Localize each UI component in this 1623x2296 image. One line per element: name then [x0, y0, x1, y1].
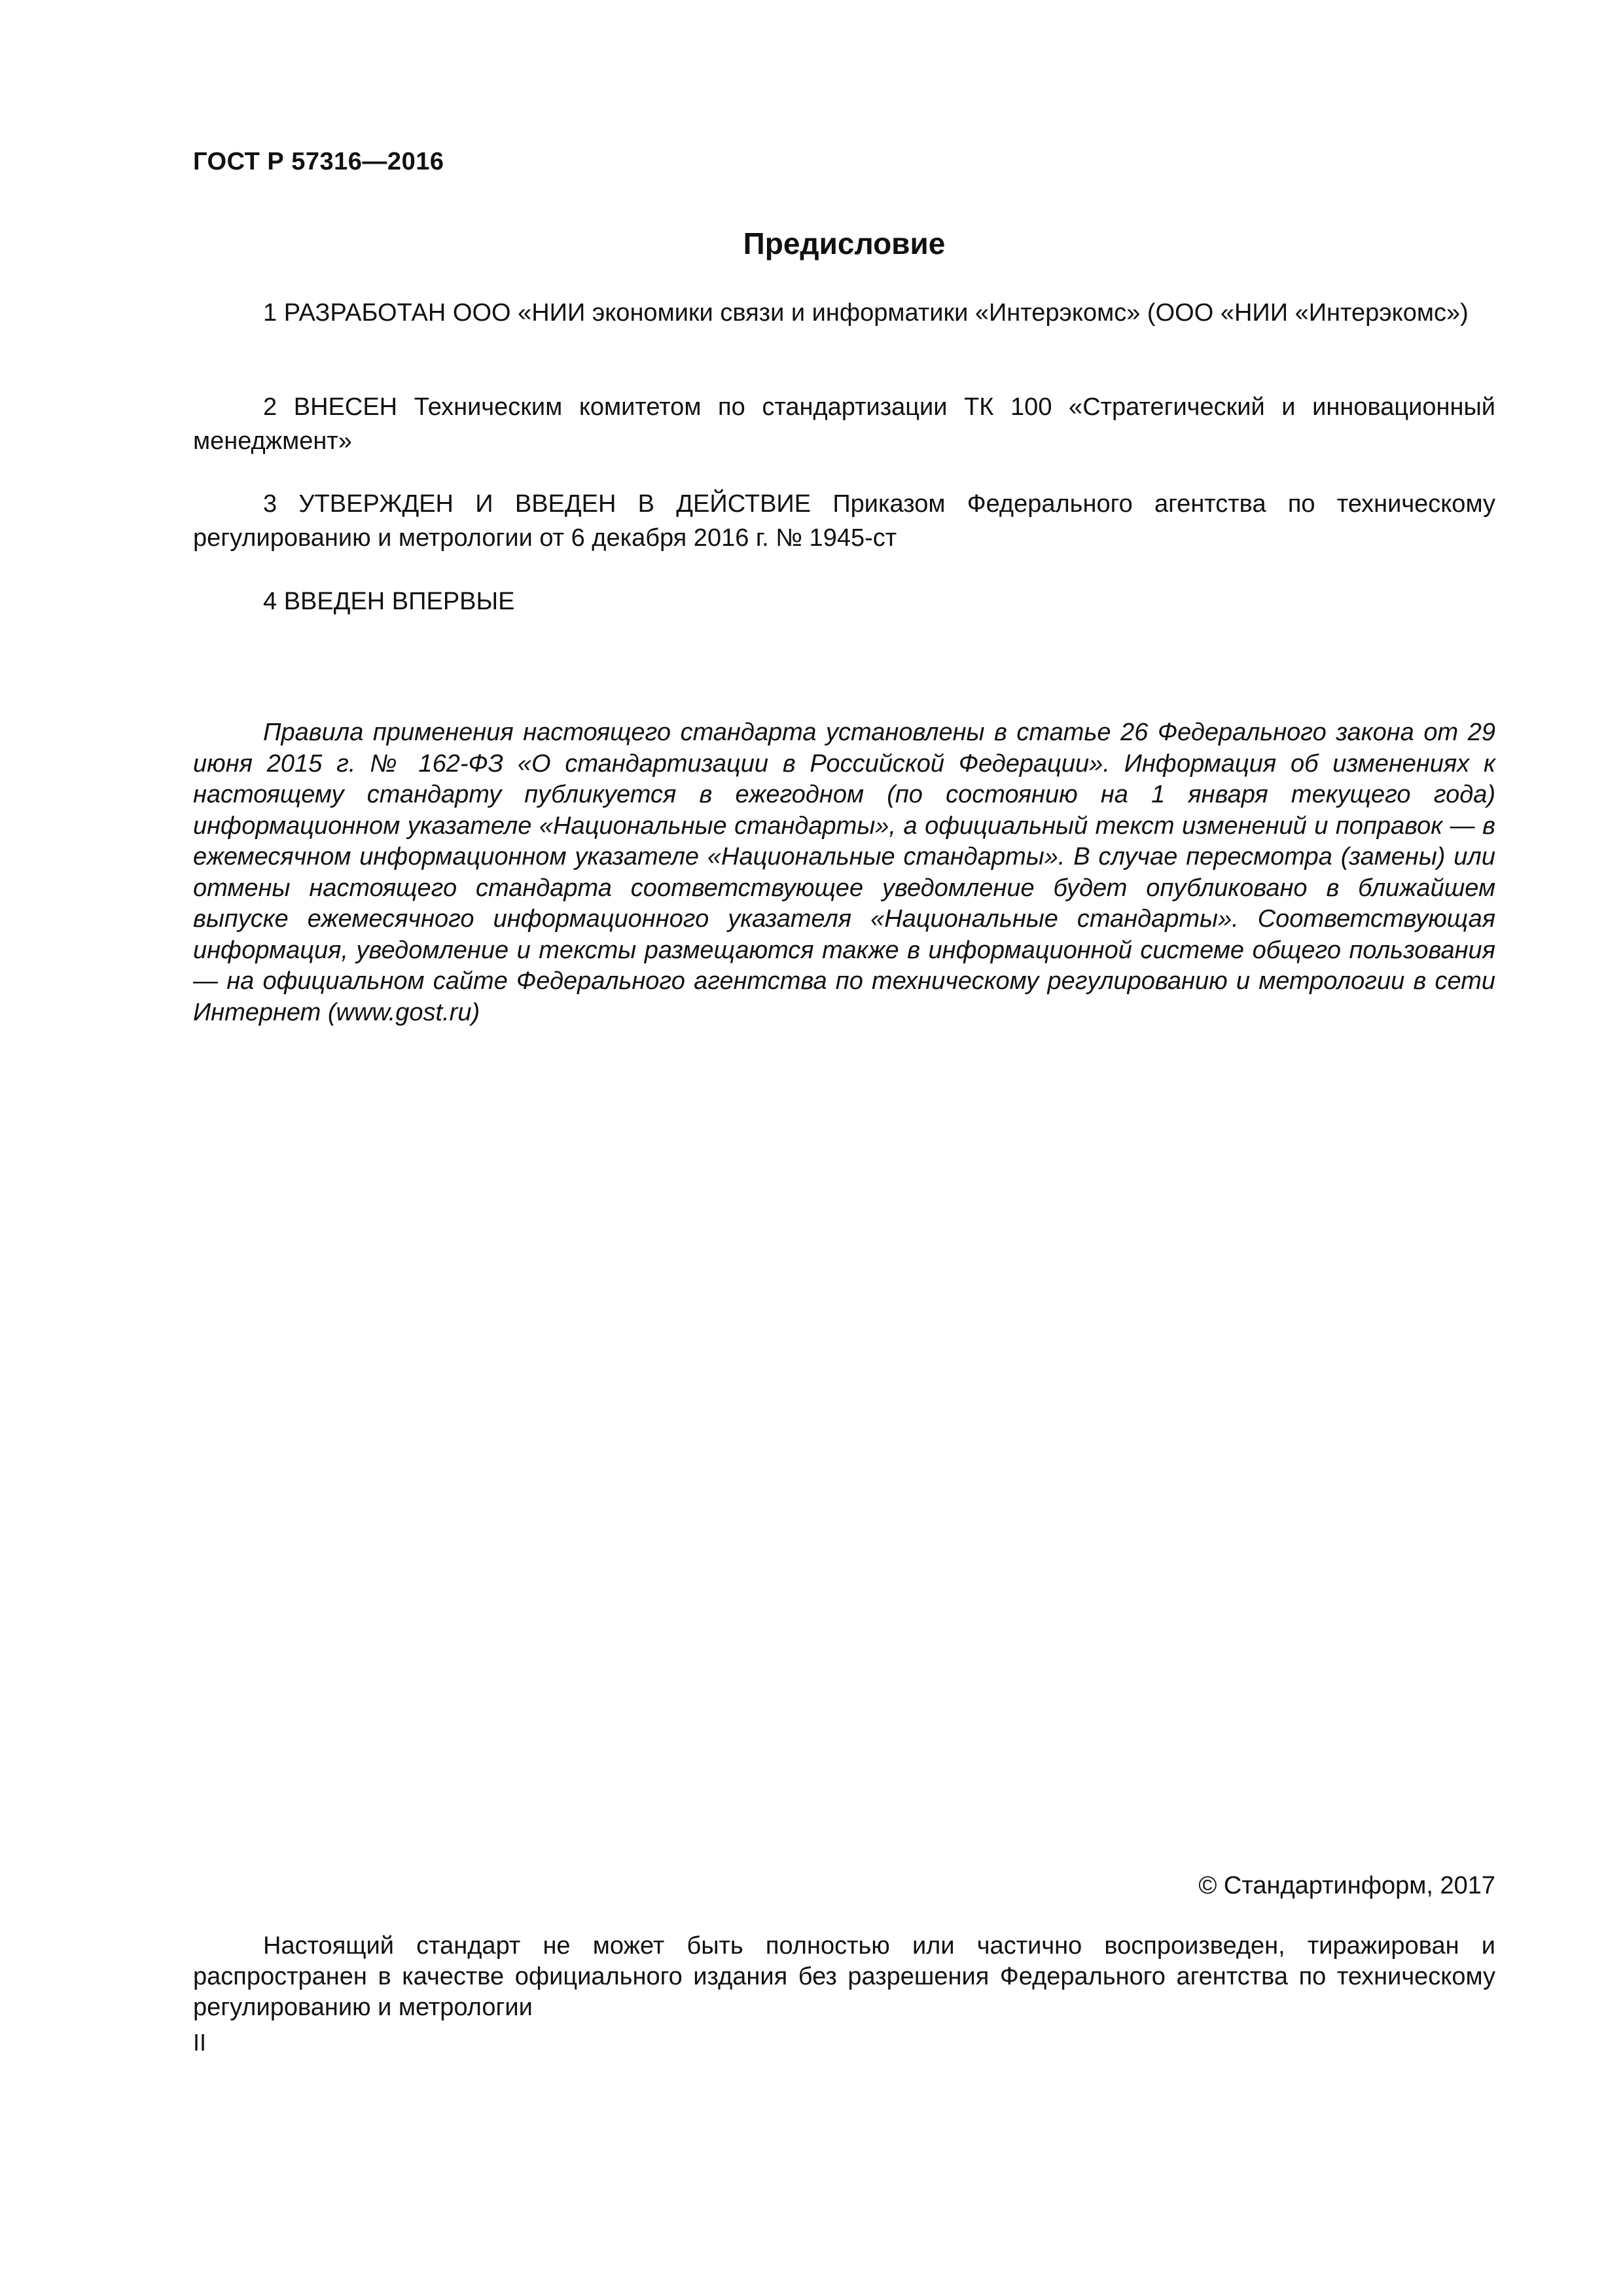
page-number: II: [193, 2029, 207, 2056]
foreword-item-3-container: [193, 487, 1495, 555]
foreword-item-1-container: [193, 296, 1495, 330]
standard-code: ГОСТ Р 57316—2016: [193, 148, 444, 175]
page-title: Предисловие: [743, 226, 946, 260]
foreword-item-4-container: [193, 584, 1495, 619]
foreword-item-first-introduced: 4 ВВЕДЕН ВПЕРВЫЕ: [263, 588, 515, 615]
foreword-item-approved: 3 УТВЕРЖДЕН И ВВЕДЕН В ДЕЙСТВИЕ Приказом Федерального агентства по техническому регулированию и метрологии от 6 декабря 2016 г. № 1945-ст: [193, 490, 1495, 552]
foreword-item-introduced: 2 ВНЕСЕН Техническим комитетом по стандартизации ТК 100 «Стратегический и инновационный менеджмент»: [193, 393, 1495, 455]
foreword-item-developed: 1 РАЗРАБОТАН ООО «НИИ экономики связи и информатики «Интерэкомс» (ООО «НИИ «Интерэкомс»): [263, 299, 1469, 327]
application-rules-notice: Правила применения настоящего стандарта установлены в статье 26 Федерального закона от 29 июня 2015 г. № 162-ФЗ «О стандартизации в Российской Федерации». Информация об изменениях к настоящему стандарту публикуется в ежегодном (по состоянию на 1 января текущего года) информационном указателе «Национальные стандарты», а официальный текст изменений и поправок — в ежемесячном информационном указателе «Национальные стандарты». В случае пересмотра (замены) или отмены настоящего стандарта соответствующее уведомление будет опубликовано в ближайшем выпуске ежемесячного информационного указателя «Национальные стандарты». Соответствующая информация, уведомление и тексты размещаются также в информационной системе общего пользования — на официальном сайте Федерального агентства по техническому регулированию и метрологии в сети Интернет (www.gost.ru): [193, 719, 1495, 1026]
foreword-item-2-container: [193, 390, 1495, 458]
copyright-line: © Стандартинформ, 2017: [1198, 1872, 1495, 1899]
reproduction-rights-notice: Настоящий стандарт не может быть полностью или частично воспроизведен, тиражирован и распространен в качестве официального издания без разрешения Федерального агентства по техническому регулированию и метрологии: [193, 1932, 1495, 2021]
